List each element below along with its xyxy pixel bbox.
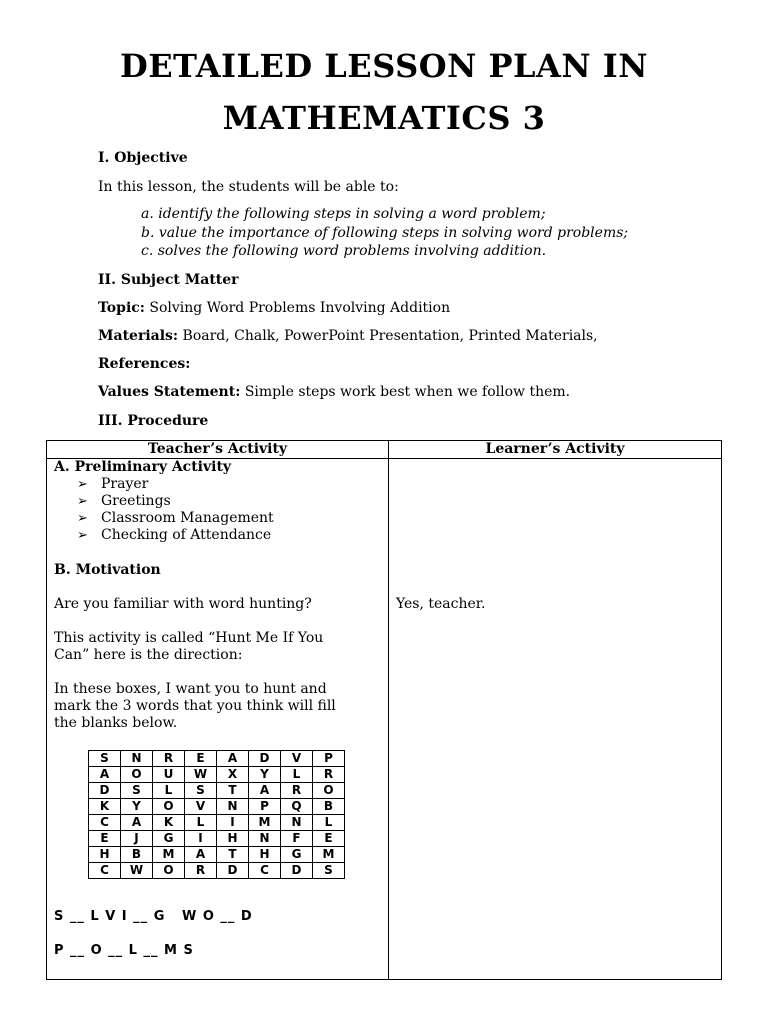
objective-item-a: a. identify the following steps in solving a word problem;	[141, 206, 546, 222]
grid-cell[interactable]: P	[313, 751, 345, 767]
grid-cell[interactable]: D	[249, 751, 281, 767]
grid-cell[interactable]: M	[153, 847, 185, 863]
grid-cell[interactable]: S	[89, 751, 121, 767]
word-search-grid	[88, 750, 345, 879]
grid-cell[interactable]: L	[313, 815, 345, 831]
grid-cell[interactable]: Q	[281, 799, 313, 815]
grid-cell[interactable]: K	[89, 799, 121, 815]
grid-cell[interactable]: S	[185, 783, 217, 799]
grid-row	[89, 751, 345, 767]
bullet-checking-attendance: Checking of Attendance	[101, 527, 272, 543]
grid-cell[interactable]: K	[153, 815, 185, 831]
grid-cell[interactable]: C	[89, 863, 121, 879]
grid-cell[interactable]: I	[217, 815, 249, 831]
grid-cell[interactable]: U	[153, 767, 185, 783]
grid-cell[interactable]: V	[281, 751, 313, 767]
document-title-line-1: DETAILED LESSON PLAN IN	[120, 47, 648, 85]
grid-row	[89, 783, 345, 799]
grid-row	[89, 847, 345, 863]
grid-cell[interactable]: W	[121, 863, 153, 879]
grid-cell[interactable]: F	[281, 831, 313, 847]
grid-row	[89, 815, 345, 831]
grid-cell[interactable]: E	[185, 751, 217, 767]
motivation-question: Are you familiar with word hunting?	[54, 596, 312, 612]
topic-value: Solving Word Problems Involving Addition	[144, 300, 451, 316]
procedure-table	[46, 440, 722, 980]
materials-line	[98, 327, 598, 345]
objective-intro: In this lesson, the students will be able to:	[98, 179, 399, 195]
grid-cell[interactable]: N	[121, 751, 153, 767]
grid-cell[interactable]: R	[153, 751, 185, 767]
grid-cell[interactable]: O	[121, 767, 153, 783]
grid-cell[interactable]: N	[249, 831, 281, 847]
blank-phrase-1: S __ L V I __ G W O __ D	[54, 909, 253, 924]
blank-phrase-2: P __ O __ L __ M S	[54, 943, 194, 958]
bullet-classroom-management: Classroom Management	[101, 510, 274, 526]
grid-row	[89, 799, 345, 815]
grid-cell[interactable]: O	[313, 783, 345, 799]
grid-cell[interactable]: A	[121, 815, 153, 831]
grid-cell[interactable]: D	[281, 863, 313, 879]
teacher-activity-cell	[47, 459, 389, 980]
grid-cell[interactable]: N	[217, 799, 249, 815]
grid-cell[interactable]: B	[121, 847, 153, 863]
grid-cell[interactable]: B	[313, 799, 345, 815]
grid-row	[89, 767, 345, 783]
arrow-bullet-icon: ➢	[77, 477, 88, 492]
references-label: References:	[98, 356, 191, 372]
learner-answer: Yes, teacher.	[396, 596, 486, 612]
grid-cell[interactable]: C	[89, 815, 121, 831]
values-label: Values Statement:	[98, 384, 241, 400]
grid-cell[interactable]: H	[217, 831, 249, 847]
learner-activity-header: Learner’s Activity	[389, 441, 722, 459]
grid-cell[interactable]: X	[217, 767, 249, 783]
grid-cell[interactable]: T	[217, 783, 249, 799]
values-line	[98, 383, 570, 401]
grid-cell[interactable]: Y	[249, 767, 281, 783]
grid-cell[interactable]: S	[313, 863, 345, 879]
preliminary-activity-heading: A. Preliminary Activity	[54, 459, 232, 475]
values-value: Simple steps work best when we follow them.	[240, 384, 571, 400]
grid-row	[89, 831, 345, 847]
objective-item-b: b. value the importance of following steps in solving word problems;	[141, 225, 629, 241]
grid-cell[interactable]: G	[153, 831, 185, 847]
procedure-heading: III. Procedure	[98, 413, 209, 429]
motivation-heading: B. Motivation	[54, 562, 161, 578]
grid-cell[interactable]: A	[89, 767, 121, 783]
direction-line-1: In these boxes, I want you to hunt and	[54, 681, 327, 697]
grid-cell[interactable]: J	[121, 831, 153, 847]
grid-cell[interactable]: E	[89, 831, 121, 847]
topic-label: Topic:	[98, 300, 145, 316]
grid-cell[interactable]: A	[185, 847, 217, 863]
grid-cell[interactable]: S	[121, 783, 153, 799]
grid-row	[89, 863, 345, 879]
direction-line-3: the blanks below.	[54, 715, 178, 731]
arrow-bullet-icon: ➢	[77, 494, 88, 509]
grid-cell[interactable]: W	[185, 767, 217, 783]
objective-heading: I. Objective	[98, 150, 188, 166]
grid-cell[interactable]: L	[185, 815, 217, 831]
materials-value: Board, Chalk, PowerPoint Presentation, Printed Materials,	[178, 328, 598, 344]
activity-line-2: Can” here is the direction:	[54, 647, 243, 663]
grid-cell[interactable]: E	[313, 831, 345, 847]
grid-cell[interactable]: T	[217, 847, 249, 863]
grid-cell[interactable]: R	[281, 783, 313, 799]
objective-item-c: c. solves the following word problems involving addition.	[141, 243, 547, 259]
materials-label: Materials:	[98, 328, 179, 344]
document-title-line-2: MATHEMATICS 3	[222, 99, 546, 137]
grid-cell[interactable]: Y	[121, 799, 153, 815]
grid-cell[interactable]: H	[89, 847, 121, 863]
grid-cell[interactable]: L	[281, 767, 313, 783]
arrow-bullet-icon: ➢	[77, 528, 88, 543]
bullet-greetings: Greetings	[101, 493, 171, 509]
grid-cell[interactable]: G	[281, 847, 313, 863]
grid-cell[interactable]: L	[153, 783, 185, 799]
grid-cell[interactable]: V	[185, 799, 217, 815]
activity-line-1: This activity is called “Hunt Me If You	[54, 630, 324, 646]
grid-cell[interactable]: I	[185, 831, 217, 847]
grid-cell[interactable]: C	[249, 863, 281, 879]
grid-cell[interactable]: R	[313, 767, 345, 783]
grid-cell[interactable]: O	[153, 799, 185, 815]
grid-cell[interactable]: A	[217, 751, 249, 767]
teacher-activity-header: Teacher’s Activity	[47, 441, 389, 459]
arrow-bullet-icon: ➢	[77, 511, 88, 526]
grid-cell[interactable]: P	[249, 799, 281, 815]
grid-cell[interactable]: M	[313, 847, 345, 863]
direction-line-2: mark the 3 words that you think will fill	[54, 698, 336, 714]
grid-cell[interactable]: A	[249, 783, 281, 799]
grid-cell[interactable]: R	[185, 863, 217, 879]
grid-cell[interactable]: M	[249, 815, 281, 831]
bullet-prayer: Prayer	[101, 476, 149, 492]
grid-cell[interactable]: H	[249, 847, 281, 863]
grid-cell[interactable]: D	[89, 783, 121, 799]
grid-cell[interactable]: O	[153, 863, 185, 879]
subject-matter-heading: II. Subject Matter	[98, 272, 239, 288]
learner-activity-cell	[389, 459, 722, 980]
topic-line	[98, 299, 450, 317]
grid-cell[interactable]: N	[281, 815, 313, 831]
grid-cell[interactable]: D	[217, 863, 249, 879]
